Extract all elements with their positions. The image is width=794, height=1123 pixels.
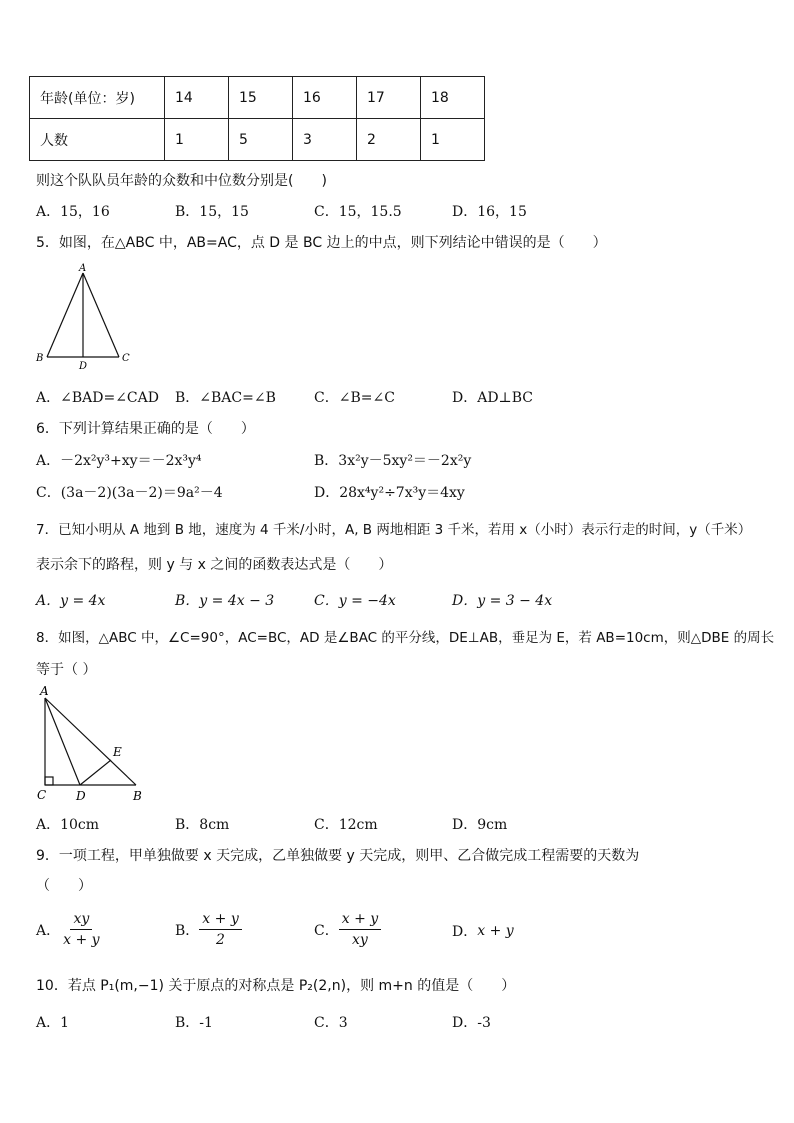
fraction-denominator: x + y	[63, 932, 100, 948]
q5-option-b[interactable]: B．∠BAC=∠B	[175, 390, 276, 406]
q6-option-d[interactable]: D．28x⁴y²÷7x³y＝4xy	[314, 485, 465, 501]
q7-option-d[interactable]: D．y = 3 − 4x	[452, 593, 553, 609]
table-cell: 14	[165, 77, 229, 119]
table-cell: 5	[229, 119, 293, 161]
table-cell: 15	[229, 77, 293, 119]
q8-option-a[interactable]: A．10cm	[36, 817, 100, 833]
table-cell: 3	[293, 119, 357, 161]
q5-option-a[interactable]: A．∠BAD=∠CAD	[36, 390, 159, 406]
table-cell: 年龄(单位：岁)	[30, 77, 165, 119]
q5-option-d[interactable]: D．AD⊥BC	[452, 390, 533, 406]
q10-option-b[interactable]: B．-1	[175, 1015, 213, 1031]
fraction-numerator: x + y	[339, 911, 381, 930]
q6-option-c[interactable]: C．(3a－2)(3a－2)＝9a²－4	[36, 485, 223, 501]
q8-stem-line1: 8．如图，△ABC 中，∠C=90°，AC=BC，AD 是∠BAC 的平分线，DE⊥AB，垂足为 E，若 AB=10cm，则△DBE 的周长	[36, 630, 775, 646]
q9-option-b-letter: B．	[175, 922, 200, 939]
q6-stem: 6．下列计算结果正确的是（ ）	[36, 421, 255, 437]
q4-option-d[interactable]: D．16，15	[452, 204, 527, 220]
q9-stem-line2: （ ）	[36, 878, 92, 894]
q4-option-a[interactable]: A．15，16	[36, 204, 110, 220]
table-cell: 1	[421, 119, 485, 161]
q6-option-a[interactable]: A．－2x²y³+xy＝－2x³y⁴	[36, 453, 202, 469]
q4-option-c[interactable]: C．15，15.5	[314, 204, 402, 220]
q8-label-c: C	[37, 788, 47, 802]
table-cell: 18	[421, 77, 485, 119]
q9-stem-line1: 9．一项工程，甲单独做要 x 天完成，乙单独做要 y 天完成，则甲、乙合做完成工程需要的天数为	[36, 848, 640, 864]
q5-stem: 5．如图，在△ABC 中，AB=AC，点 D 是 BC 边上的中点，则下列结论中错误的是（ ）	[36, 235, 607, 251]
age-table	[29, 76, 485, 161]
table-row	[30, 119, 485, 161]
fraction-numerator: x + y	[199, 911, 241, 930]
q7-option-c[interactable]: C．y = −4x	[314, 593, 396, 609]
q4-stem: 则这个队队员年龄的众数和中位数分别是( )	[36, 173, 327, 189]
q9-option-c[interactable]	[314, 911, 381, 948]
q10-stem: 10．若点 P₁(m,−1) 关于原点的对称点是 P₂(2,n)，则 m+n 的值是（ ）	[36, 978, 516, 994]
q8-option-c[interactable]: C．12cm	[314, 817, 378, 833]
q7-stem-line2: 表示余下的路程，则 y 与 x 之间的函数表达式是（ ）	[36, 557, 393, 573]
q9-option-b[interactable]	[175, 911, 242, 948]
q9-option-c-fraction	[339, 911, 381, 948]
q8-label-b: B	[133, 789, 142, 803]
q5-label-a: A	[79, 263, 87, 274]
fraction-numerator: xy	[70, 911, 92, 930]
q8-label-e: E	[113, 745, 122, 759]
q5-label-b: B	[36, 353, 44, 364]
q9-option-b-fraction	[199, 911, 241, 948]
q9-option-a[interactable]	[36, 911, 103, 948]
q5-label-d: D	[79, 361, 88, 372]
q8-label-d: D	[76, 789, 86, 803]
q8-option-b[interactable]: B．8cm	[175, 817, 230, 833]
q10-option-a[interactable]: A．1	[36, 1015, 70, 1031]
q9-option-c-letter: C．	[314, 922, 339, 939]
q9-option-a-fraction	[60, 911, 102, 948]
table-cell: 16	[293, 77, 357, 119]
table-cell: 人数	[30, 119, 165, 161]
fraction-denominator: 2	[216, 932, 225, 948]
q9-option-a-letter: A．	[36, 922, 61, 939]
q5-triangle-figure	[34, 262, 138, 372]
q6-option-b[interactable]: B．3x²y－5xy²＝－2x²y	[314, 453, 472, 469]
q8-label-a: A	[40, 684, 49, 698]
fraction-denominator: xy	[352, 932, 368, 948]
q8-triangle-figure	[34, 684, 150, 804]
table-row	[30, 77, 485, 119]
q5-label-c: C	[122, 353, 130, 364]
q9-option-d-letter: D．	[452, 924, 478, 940]
q7-stem-line1: 7．已知小明从 A 地到 B 地，速度为 4 千米/小时，A, B 两地相距 3 千米，若用 x（小时）表示行走的时间，y（千米）	[36, 522, 752, 538]
q4-option-b[interactable]: B．15，15	[175, 204, 249, 220]
table-cell: 2	[357, 119, 421, 161]
table-cell: 17	[357, 77, 421, 119]
q5-option-c[interactable]: C．∠B=∠C	[314, 390, 395, 406]
q8-stem-line2: 等于（ ）	[36, 662, 97, 678]
q7-option-b[interactable]: B．y = 4x − 3	[175, 593, 275, 609]
q9-option-d-expression: x + y	[477, 923, 514, 939]
q7-option-a[interactable]: A．y = 4x	[36, 593, 106, 609]
table-cell: 1	[165, 119, 229, 161]
q8-option-d[interactable]: D．9cm	[452, 817, 508, 833]
q10-option-c[interactable]: C．3	[314, 1015, 348, 1031]
q9-option-d[interactable]	[452, 921, 514, 941]
q10-option-d[interactable]: D．-3	[452, 1015, 491, 1031]
